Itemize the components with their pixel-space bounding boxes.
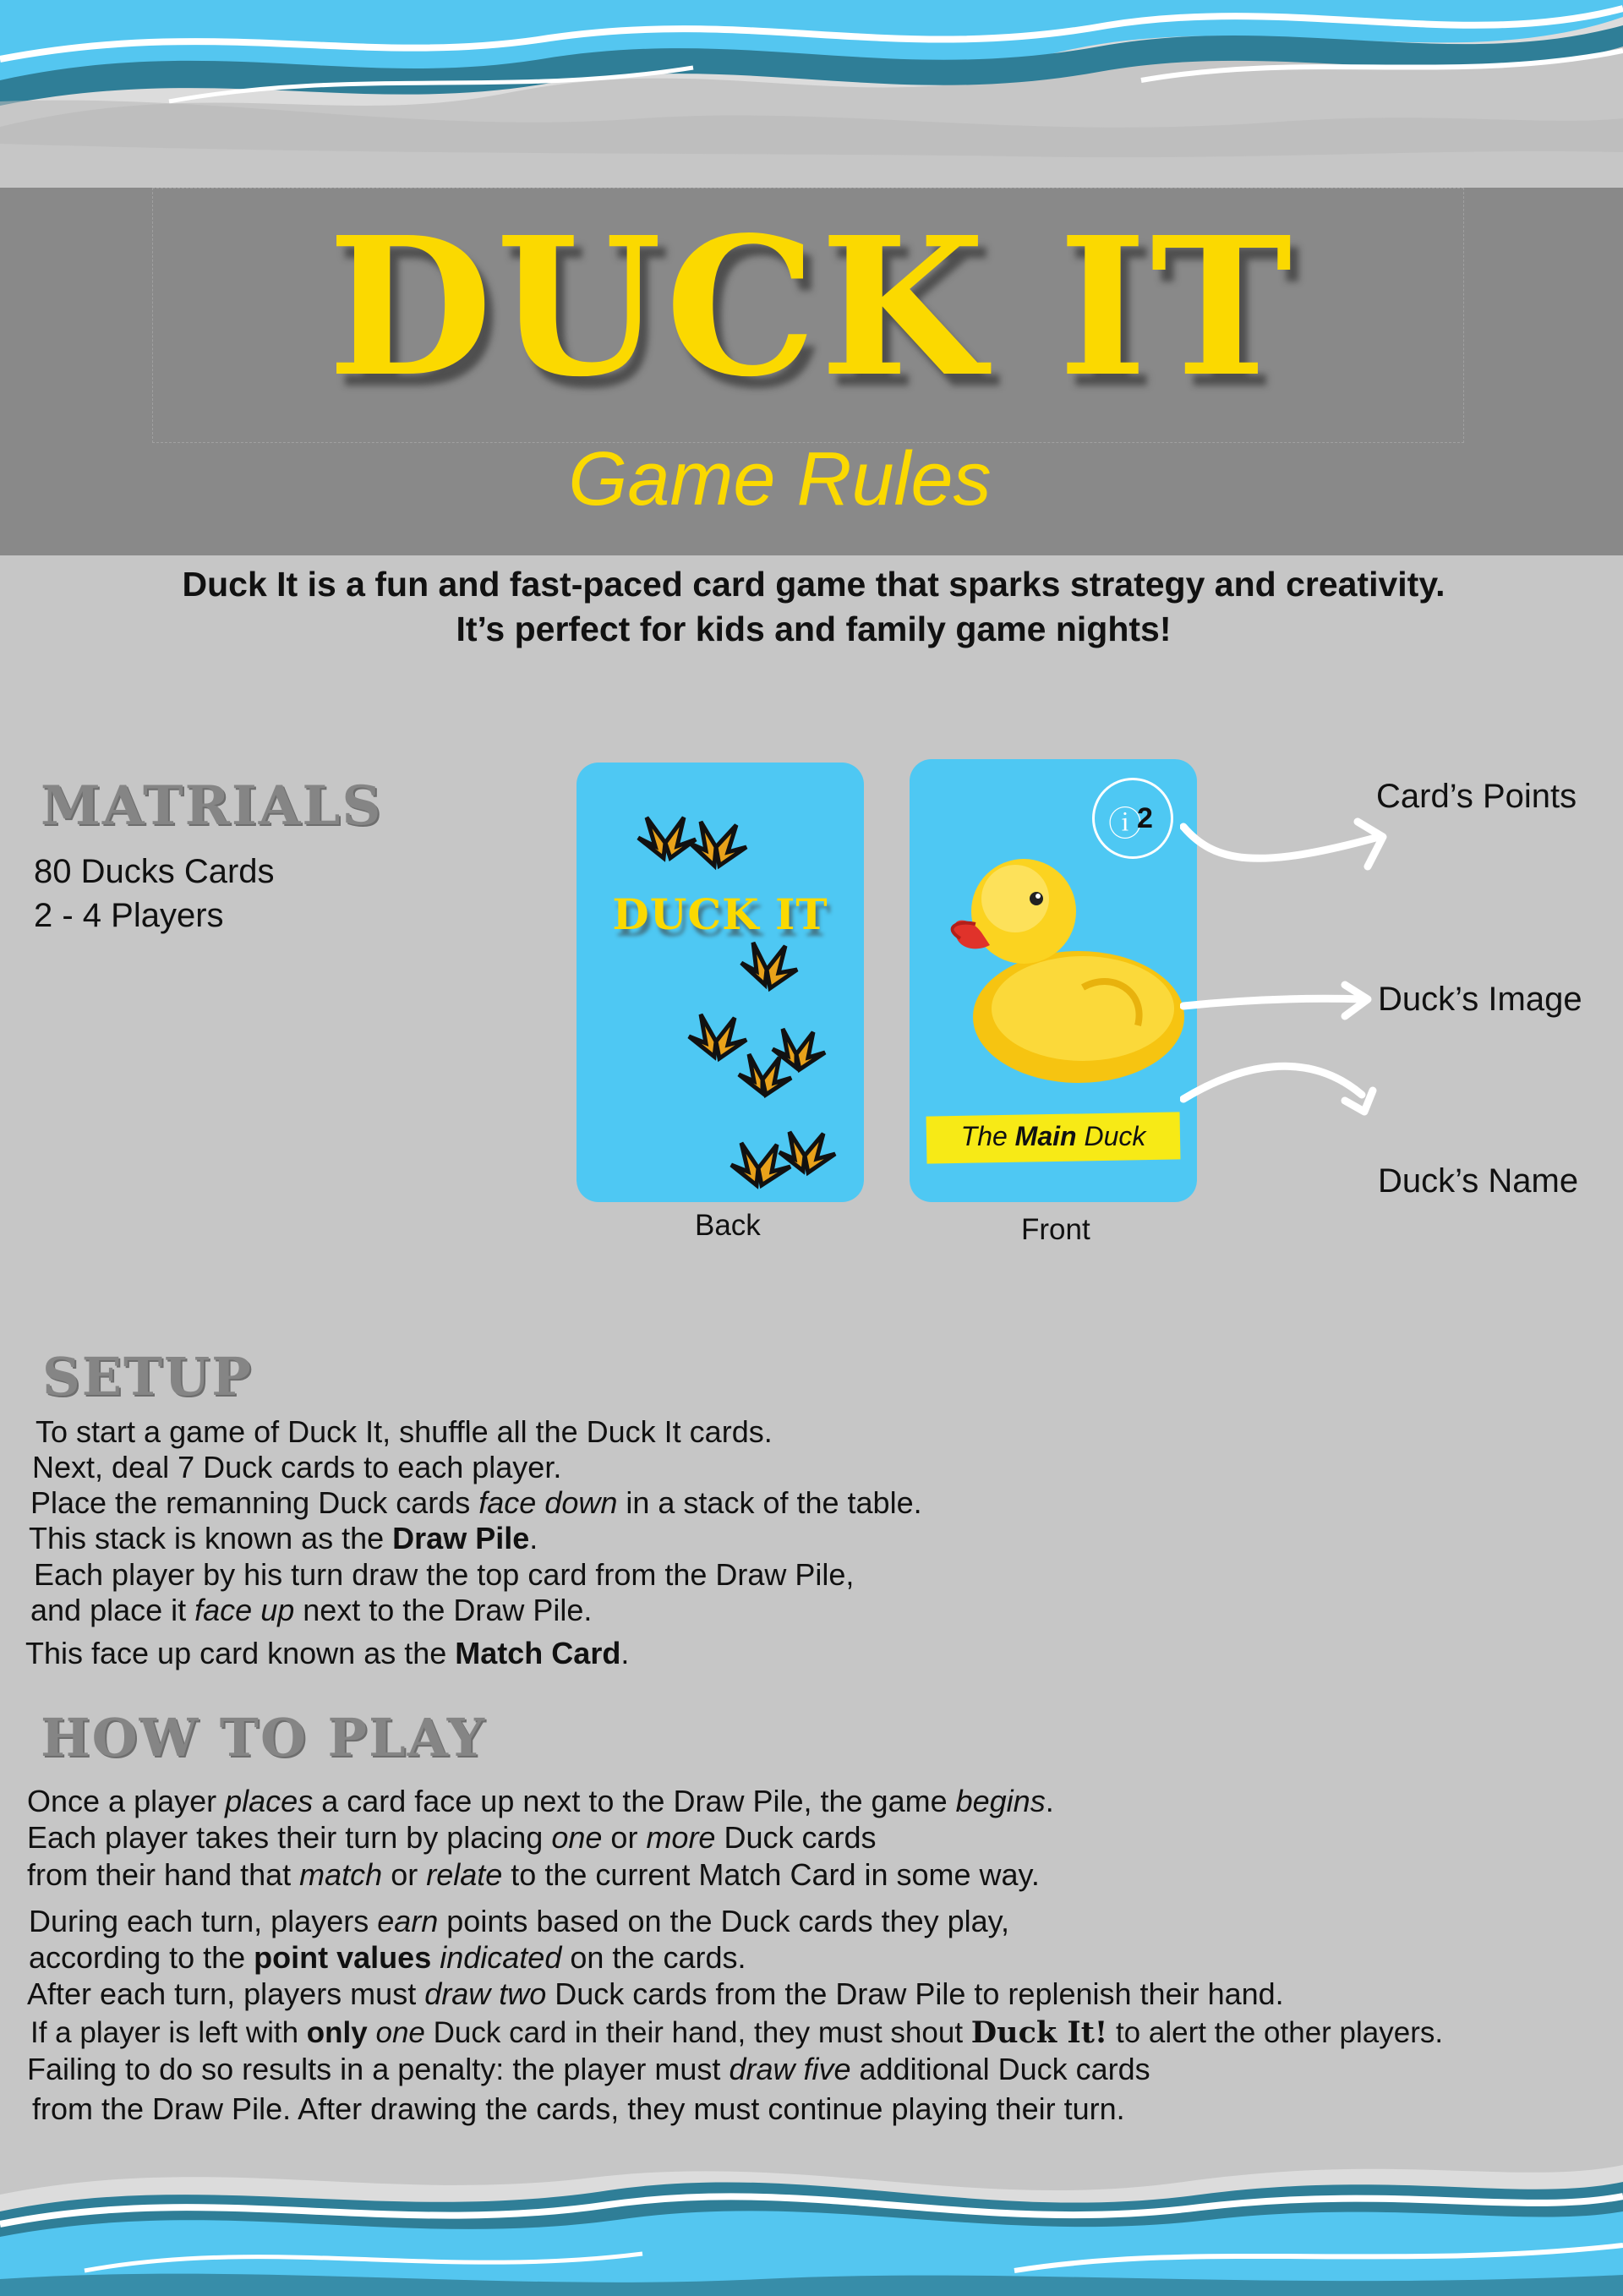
setup-line-3 — [30, 1485, 922, 1521]
play-line-5-a: according to the — [29, 1940, 254, 1975]
game-title: DUCK IT — [327, 196, 1296, 419]
play-line-5 — [29, 1940, 746, 1976]
how-to-play-heading: HOW TO PLAY — [41, 1707, 487, 1768]
setup-line-7 — [25, 1636, 629, 1671]
play-line-1-d: begins — [955, 1784, 1046, 1818]
card-front-label: Front — [1021, 1213, 1090, 1246]
play-line-7-e: Duck card in their hand, they must shout — [424, 2016, 971, 2049]
callout-card-points: Card’s Points — [1376, 778, 1577, 815]
play-line-1-e: . — [1045, 1784, 1054, 1818]
callout-arrows — [1180, 812, 1400, 1150]
points-icon: ⓘ — [1108, 806, 1142, 843]
play-line-7-b: only — [306, 2016, 368, 2049]
play-line-6-a: After each turn, players must — [27, 1976, 425, 2011]
play-line-2-d: more — [646, 1820, 716, 1855]
play-line-6-b: draw two — [424, 1976, 547, 2011]
top-wave-decoration — [0, 0, 1623, 194]
setup-line-4-a: This stack is known as the — [29, 1521, 393, 1555]
play-line-3-a: from their hand that — [27, 1857, 300, 1892]
setup-line-3-b: face down — [478, 1485, 618, 1520]
play-line-5-d: indicated — [440, 1940, 562, 1975]
setup-line-7-b: Match Card — [455, 1636, 621, 1670]
play-line-3 — [27, 1857, 1040, 1893]
play-line-7 — [30, 2015, 1443, 2050]
play-line-3-e: to the current Match Card in some way. — [502, 1857, 1040, 1892]
play-line-4-c: points based on the Duck cards they play, — [438, 1904, 1010, 1938]
play-line-6-c: Duck cards from the Draw Pile to replenish their hand. — [546, 1976, 1284, 2011]
play-line-3-b: match — [299, 1857, 383, 1892]
materials-item-players: 2 - 4 Players — [34, 897, 224, 934]
play-line-1-a: Once a player — [27, 1784, 226, 1818]
setup-heading: SETUP — [42, 1346, 253, 1408]
setup-line-6-a: and place it — [30, 1593, 195, 1627]
card-back — [577, 763, 864, 1202]
play-line-3-c: or — [382, 1857, 427, 1892]
intro-line-1: Duck It is a fun and fast-paced card game that sparks strategy and creativity. — [182, 565, 1445, 604]
points-value: 2 — [1137, 802, 1153, 834]
play-line-5-c — [431, 1940, 440, 1975]
play-line-8 — [27, 2052, 1150, 2087]
play-line-6 — [27, 1976, 1284, 2012]
play-line-1-b: places — [225, 1784, 314, 1818]
play-line-1 — [27, 1784, 1054, 1819]
setup-line-3-a: Place the remanning Duck cards — [30, 1485, 479, 1520]
setup-line-6-b: face up — [194, 1593, 295, 1627]
play-line-8-a: Failing to do so results in a penalty: the player must — [27, 2052, 730, 2086]
setup-line-5: Each player by his turn draw the top card from the Draw Pile, — [34, 1557, 855, 1592]
duck-name-bold: Main — [1014, 1121, 1077, 1151]
setup-line-4-b: Draw Pile — [392, 1521, 530, 1555]
play-line-7-shout: Duck It! — [970, 2015, 1108, 2050]
setup-line-7-c: . — [620, 1636, 630, 1670]
play-line-7-a: If a player is left with — [30, 2016, 307, 2049]
rubber-duck-icon — [910, 844, 1197, 1097]
play-line-4-a: During each turn, players — [29, 1904, 378, 1938]
play-line-2-a: Each player takes their turn by placing — [27, 1820, 552, 1855]
card-back-logo: DUCK IT — [612, 889, 828, 939]
play-line-9: from the Draw Pile. After drawing the cards, they must continue playing their turn. — [32, 2091, 1125, 2126]
play-line-7-g: to alert the other players. — [1107, 2016, 1444, 2049]
materials-list — [34, 850, 275, 938]
callout-duck-image: Duck’s Image — [1378, 981, 1582, 1018]
card-back-label: Back — [695, 1209, 761, 1242]
setup-line-7-a: This face up card known as the — [25, 1636, 456, 1670]
play-line-2-b: one — [551, 1820, 603, 1855]
play-line-1-c: a card face up next to the Draw Pile, the game — [313, 1784, 956, 1818]
intro-line-2: It’s perfect for kids and family game nights! — [456, 610, 1172, 648]
setup-line-4 — [29, 1521, 538, 1556]
card-front — [910, 759, 1197, 1202]
title-banner — [0, 188, 1623, 555]
setup-line-4-c: . — [529, 1521, 538, 1555]
play-line-5-b: point values — [254, 1940, 432, 1975]
callout-duck-name: Duck’s Name — [1378, 1162, 1579, 1200]
bottom-wave-decoration — [0, 2144, 1623, 2296]
duck-name-suffix: Duck — [1076, 1121, 1146, 1151]
setup-line-1: To start a game of Duck It, shuffle all the Duck It cards. — [36, 1414, 773, 1449]
play-line-4-b: earn — [377, 1904, 439, 1938]
play-line-4 — [29, 1904, 1009, 1939]
play-line-8-c: additional Duck cards — [850, 2052, 1150, 2086]
play-line-7-d: one — [375, 2016, 425, 2049]
duck-name — [926, 1121, 1180, 1152]
materials-item-cards: 80 Ducks Cards — [34, 853, 275, 890]
setup-line-3-c: in a stack of the table. — [617, 1485, 922, 1520]
play-line-8-b: draw five — [729, 2052, 851, 2086]
play-line-5-e: on the cards. — [561, 1940, 746, 1975]
play-line-2-c: or — [602, 1820, 647, 1855]
duck-name-prefix: The — [960, 1121, 1015, 1151]
play-line-3-d: relate — [426, 1857, 503, 1892]
materials-heading: MATRIALS — [41, 774, 383, 838]
game-subtitle: Game Rules — [568, 437, 992, 522]
intro-text — [34, 562, 1593, 652]
setup-line-6 — [30, 1593, 592, 1628]
setup-line-2: Next, deal 7 Duck cards to each player. — [32, 1450, 562, 1484]
play-line-2 — [27, 1820, 877, 1856]
setup-line-6-c: next to the Draw Pile. — [294, 1593, 593, 1627]
play-line-2-e: Duck cards — [715, 1820, 877, 1855]
duck-footprints-icon — [577, 763, 864, 1202]
